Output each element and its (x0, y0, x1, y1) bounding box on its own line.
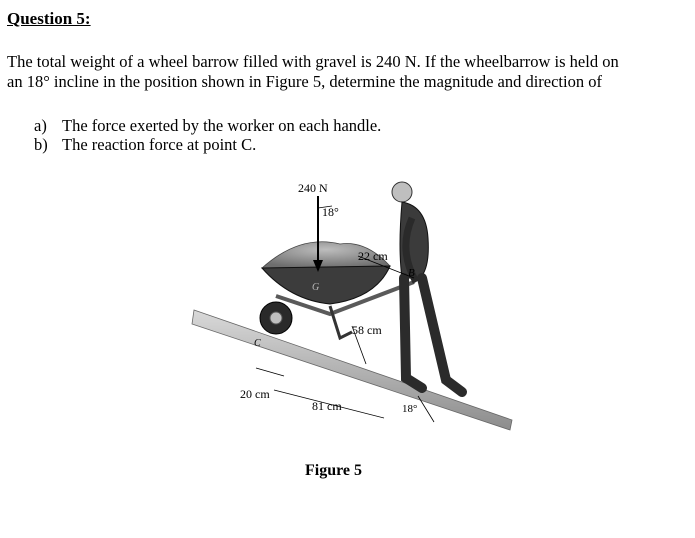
label-weight-angle: 18° (322, 205, 339, 219)
label-incline-angle: 18° (402, 403, 418, 415)
label-point-g: G (312, 282, 320, 293)
label-dim-base: 81 cm (312, 399, 342, 413)
wheelbarrow-figure (180, 178, 520, 440)
part-text: The force exerted by the worker on each handle. (62, 116, 382, 135)
label-dim-handle: 22 cm (358, 249, 388, 263)
label-dim-height: 58 cm (352, 323, 382, 337)
question-title: Question 5: (7, 9, 91, 28)
worker-legs (404, 278, 462, 392)
question-body-line-1: The total weight of a wheel barrow filled with gravel is 240 N. If the wheelbarrow is held on (7, 52, 619, 71)
part-label: b) (34, 135, 48, 154)
part-text: The reaction force at point C. (62, 135, 257, 154)
question-part-b (34, 135, 381, 154)
question-part-a (34, 116, 381, 135)
question-body-line-2: an 18° incline in the position shown in Figure 5, determine the magnitude and direction of (7, 72, 602, 91)
label-point-c: C (254, 338, 261, 349)
part-label: a) (34, 116, 47, 135)
question-parts (34, 116, 381, 154)
worker (392, 182, 462, 392)
worker-head (392, 182, 412, 202)
label-weight: 240 N (298, 181, 328, 195)
dim-wheel-line (256, 368, 284, 376)
label-dim-wheel: 20 cm (240, 387, 270, 401)
label-point-b: B (408, 267, 415, 279)
barrow-wheel-hub (270, 312, 282, 324)
figure-caption: Figure 5 (305, 462, 363, 479)
wheelbarrow (260, 242, 414, 338)
question-body (7, 52, 687, 92)
